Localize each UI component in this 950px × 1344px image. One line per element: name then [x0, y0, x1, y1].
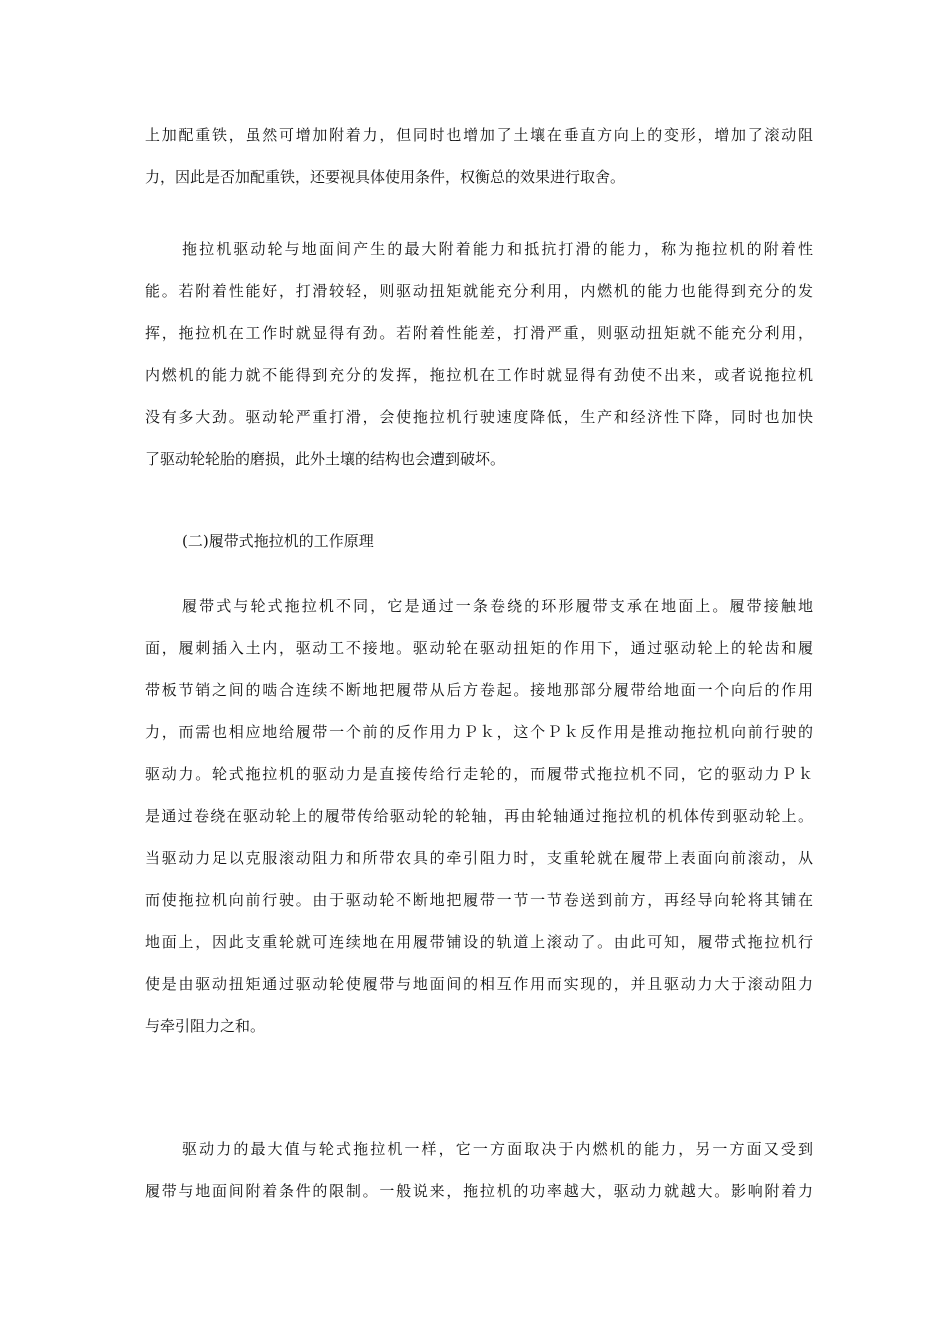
text-line: 使是由驱动扭矩通过驱动轮使履带与地面间的相互作用而实现的，并且驱动力大于滚动阻力: [145, 975, 813, 993]
text-line: 能。若附着性能好，打滑较轻，则驱动扭矩就能充分利用，内燃机的能力也能得到充分的发: [145, 282, 813, 300]
paragraph-max-driving-force: [145, 1128, 813, 1212]
text-line: 上加配重铁，虽然可增加附着力，但同时也增加了土壤在垂直方向上的变形，增加了滚动阻: [145, 126, 813, 144]
text-line: 当驱动力足以克服滚动阻力和所带农具的牵引阻力时，支重轮就在履带上表面向前滚动，从: [145, 849, 813, 867]
text-line: 是通过卷绕在驱动轮上的履带传给驱动轮的轮轴，再由轮轴通过拖拉机的机体传到驱动轮上。: [145, 807, 813, 825]
text-line: 挥，拖拉机在工作时就显得有劲。若附着性能差，打滑严重，则驱动扭矩就不能充分利用，: [145, 324, 813, 342]
text-line: 拖拉机驱动轮与地面间产生的最大附着能力和抵抗打滑的能力，称为拖拉机的附着性: [182, 240, 813, 258]
text-line: 面，履刺插入土内，驱动工不接地。驱动轮在驱动扭矩的作用下，通过驱动轮上的轮齿和履: [145, 639, 813, 657]
text-line: 与牵引阻力之和。: [145, 1017, 266, 1035]
section-heading: [145, 520, 813, 562]
text-line: 地面上，因此支重轮就可连续地在用履带铺设的轨道上滚动了。由此可知，履带式拖拉机行: [145, 933, 813, 951]
text-line: 了驱动轮轮胎的磨损，此外土壤的结构也会遭到破坏。: [145, 450, 506, 468]
text-line: 力，因此是否加配重铁，还要视具体使用条件，权衡总的效果进行取舍。: [145, 168, 626, 186]
text-line: 而使拖拉机向前行驶。由于驱动轮不断地把履带一节一节卷送到前方，再经导向轮将其铺在: [145, 891, 813, 909]
text-line: 驱动力的最大值与轮式拖拉机一样，它一方面取决于内燃机的能力，另一方面又受到: [182, 1140, 813, 1158]
paragraph-crawler-principle: [145, 585, 813, 1047]
section-title: (二)履带式拖拉机的工作原理: [182, 532, 374, 550]
text-line: 没有多大劲。驱动轮严重打滑，会使拖拉机行驶速度降低，生产和经济性下降，同时也加快: [145, 408, 813, 426]
text-line: 履带式与轮式拖拉机不同，它是通过一条卷绕的环形履带支承在地面上。履带接触地: [182, 597, 813, 615]
text-line: 力，而需也相应地给履带一个前的反作用力Ｐｋ，这个Ｐｋ反作用是推动拖拉机向前行驶的: [145, 723, 813, 741]
text-line: 内燃机的能力就不能得到充分的发挥，拖拉机在工作时就显得有劲使不出来，或者说拖拉机: [145, 366, 813, 384]
paragraph-ballast: [145, 114, 813, 198]
text-line: 履带与地面间附着条件的限制。一般说来，拖拉机的功率越大，驱动力就越大。影响附着力: [145, 1182, 813, 1200]
text-line: 带板节销之间的啮合连续不断地把履带从后方卷起。接地那部分履带给地面一个向后的作用: [145, 681, 813, 699]
text-line: 驱动力。轮式拖拉机的驱动力是直接传给行走轮的，而履带式拖拉机不同，它的驱动力Ｐｋ: [145, 765, 813, 783]
paragraph-adhesion-performance: [145, 228, 813, 480]
